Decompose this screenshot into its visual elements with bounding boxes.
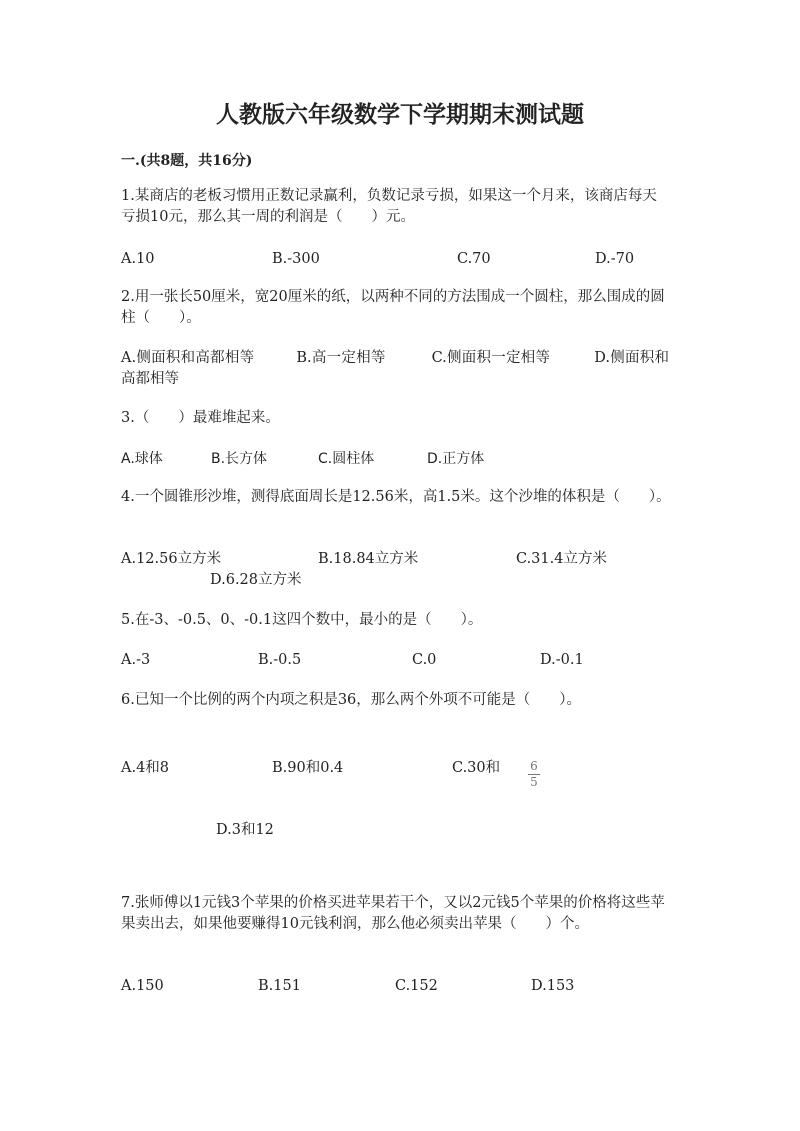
question-2-stem: 2.用一张长50厘米，宽20厘米的纸，以两种不同的方法围成一个圆柱，那么围成的圆柱（ ）。 [121, 289, 665, 326]
q1-option-d: D.-70 [595, 251, 635, 267]
q5-option-a: A.-3 [121, 652, 151, 668]
q1-option-a: A.10 [121, 251, 155, 267]
q6-option-c-fraction [528, 760, 540, 789]
question-4-stem: 4.一个圆锥形沙堆，测得底面周长是12.56米，高1.5米。这个沙堆的体积是（ ）。 [121, 489, 671, 505]
fraction-numerator: 6 [530, 759, 538, 773]
question-6-stem: 6.已知一个比例的两个内项之积是36，那么两个外项不可能是（ ）。 [121, 692, 582, 708]
q2-option-a: A.侧面积和高都相等 [121, 350, 255, 366]
q4-option-c: C.31.4立方米 [516, 551, 607, 567]
q6-option-c: C.30和 [452, 760, 501, 776]
q5-option-d: D.-0.1 [540, 652, 584, 668]
question-3-stem: 3.（ ）最难堆起来。 [121, 410, 280, 426]
question-1-stem: 1.某商店的老板习惯用正数记录赢利，负数记录亏损，如果这一个月来，该商店每天亏损10元，那么其一周的利润是（ ）元。 [121, 188, 657, 225]
q7-option-a: A.150 [121, 978, 164, 994]
q7-option-b: B.151 [258, 978, 301, 994]
question-7-stem: 7.张师傅以1元钱3个苹果的价格买进苹果若干个，又以2元钱5个苹果的价格将这些苹果卖出去，如果他要赚得10元钱利润，那么他必须卖出苹果（ ）个。 [121, 895, 665, 932]
q1-option-b: B.-300 [272, 251, 320, 267]
q7-option-c: C.152 [395, 978, 438, 994]
q4-option-a: A.12.56立方米 [121, 551, 222, 567]
q4-option-b: B.18.84立方米 [318, 551, 419, 567]
q6-option-a: A.4和8 [121, 760, 170, 776]
q4-option-d: D.6.28立方米 [210, 572, 302, 588]
q2-option-c: C.侧面积一定相等 [431, 350, 551, 366]
q3-option-a: A.球体 [121, 451, 163, 467]
question-5-stem: 5.在-3、-0.5、0、-0.1这四个数中，最小的是（ ）。 [121, 612, 483, 628]
q3-option-c: C.圆柱体 [318, 451, 375, 467]
q5-option-c: C.0 [412, 652, 437, 668]
q2-option-b: B.高一定相等 [296, 350, 386, 366]
page-title: 人教版六年级数学下学期期末测试题 [216, 101, 584, 128]
q7-option-d: D.153 [531, 978, 575, 994]
q1-option-c: C.70 [457, 251, 491, 267]
q2-options [121, 348, 669, 390]
q5-option-b: B.-0.5 [258, 652, 302, 668]
section-heading: 一.(共8题，共16分) [121, 153, 253, 169]
q3-option-b: B.长方体 [211, 451, 268, 467]
q3-option-d: D.正方体 [427, 451, 485, 467]
q2-option-d: D.侧面积和高都相等 [121, 350, 669, 387]
q6-option-d: D.3和12 [216, 822, 274, 838]
fraction-denominator: 5 [530, 775, 538, 789]
q6-option-b: B.90和0.4 [272, 760, 344, 776]
